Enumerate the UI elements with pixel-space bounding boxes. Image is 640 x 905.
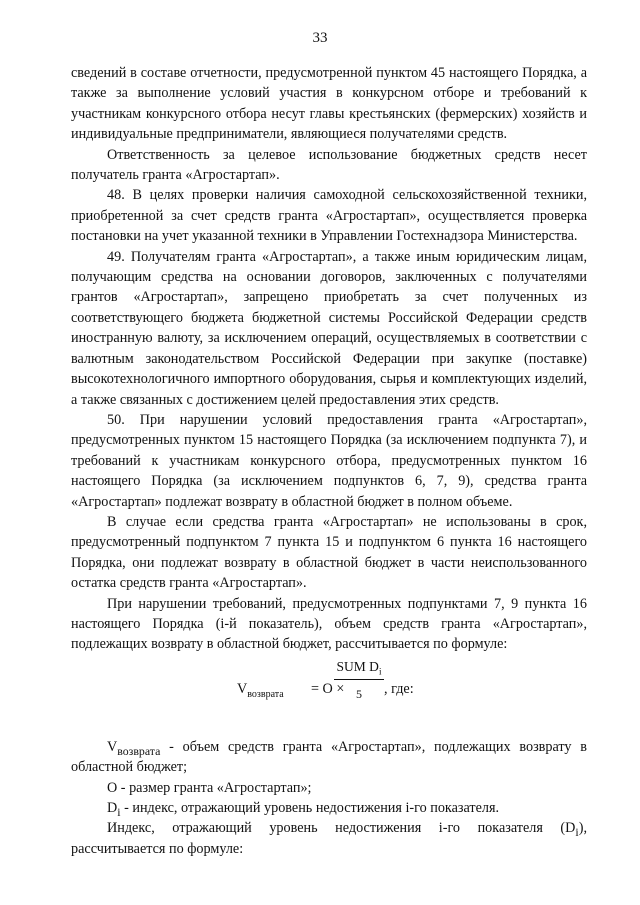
formula-equals-o-times: = O × <box>311 680 345 697</box>
formula-fraction <box>334 657 384 705</box>
document-body <box>71 63 587 859</box>
formula-v-return: $V_{возврата}$ <box>237 680 284 700</box>
formula-where: , где: <box>384 680 414 697</box>
paragraph-continuation: сведений в составе отчетности, предусмотренной пунктом 45 настоящего Порядка, а также за выполнение условий участия в конкурсном отборе и требований к участникам конкурсного отбора несут главы крестьянских (фермерских) хозяйств и индивидуальные предприниматели, являющиеся получателями средств. <box>71 65 587 143</box>
page-number: 33 <box>312 30 328 46</box>
paragraph-unused-funds: В случае если средства гранта «Агростартап» не использованы в срок, предусмотренный подпунктом 7 пункта 15 и подпунктом 6 пункта 16 настоящего Порядка, они подлежат возврату в областной бюджет в части неиспользованного остатка средств гранта «Агростартап». <box>71 513 587 592</box>
definition-d-i: $D_i$ - индекс, отражающий уровень недостижения i-го показателя. <box>107 800 500 819</box>
paragraph-violation-formula: При нарушении требований, предусмотренных подпунктами 7, 9 пункта 16 настоящего Порядка (i-й показатель), объем средств гранта «Агростартап», подлежащих возврату в областной бюджет, рассчитывается по формуле: <box>71 595 587 653</box>
fraction-bar <box>334 679 384 680</box>
definition-v-return: $V_{возврата}$ - объем средств гранта «Агростартап», подлежащих возврату в областной бюджет; <box>71 738 587 776</box>
formula-numerator: SUM $D_i$ <box>336 658 382 677</box>
definition-o: O - размер гранта «Агростартап»; <box>107 779 312 796</box>
paragraph-index-formula: Индекс, отражающий уровень недостижения i-го показателя $(D_i)$, рассчитывается по формуле: <box>71 820 587 857</box>
paragraph-49: 49. Получателям гранта «Агростартап», а также иным юридическим лицам, получающим средства на основании договоров, заключенных с получателями грантов «Агростартап», запрещено приобретать за счет полученных из соответствующего бюджета бюджетной системы Российской Федерации средств иностранную валюту, за исключением операций, осуществляемых в соответствии с валютным законодательством Российской Федерации при закупке (поставке) высокотехнологичного импортного оборудования, сырья и комплектующих изделий, а также связанных с достижением целей предоставления этих средств. <box>71 248 587 408</box>
paragraph-responsibility: Ответственность за целевое использование бюджетных средств несет получатель гранта «Агростартап». <box>71 146 587 184</box>
paragraph-48: 48. В целях проверки наличия самоходной сельскохозяйственной техники, приобретенной за счет средств гранта «Агростартап», осуществляется проверка постановки на учет указанной техники в Управлении Гостехнадзора Министерства. <box>71 187 587 245</box>
paragraph-50: 50. При нарушении условий предоставления гранта «Агростартап», предусмотренных пунктом 15 настоящего Порядка (за исключением подпункта 7), и требований к участникам конкурсного отбора, предусмотренных пунктом 16 настоящего Порядка (за исключением подпунктов 6, 7, 9), средства гранта «Агростартап» подлежат возврату в областной бюджет в полном объеме. <box>71 411 587 510</box>
return-formula <box>71 657 587 719</box>
formula-denominator: 5 <box>356 687 362 702</box>
